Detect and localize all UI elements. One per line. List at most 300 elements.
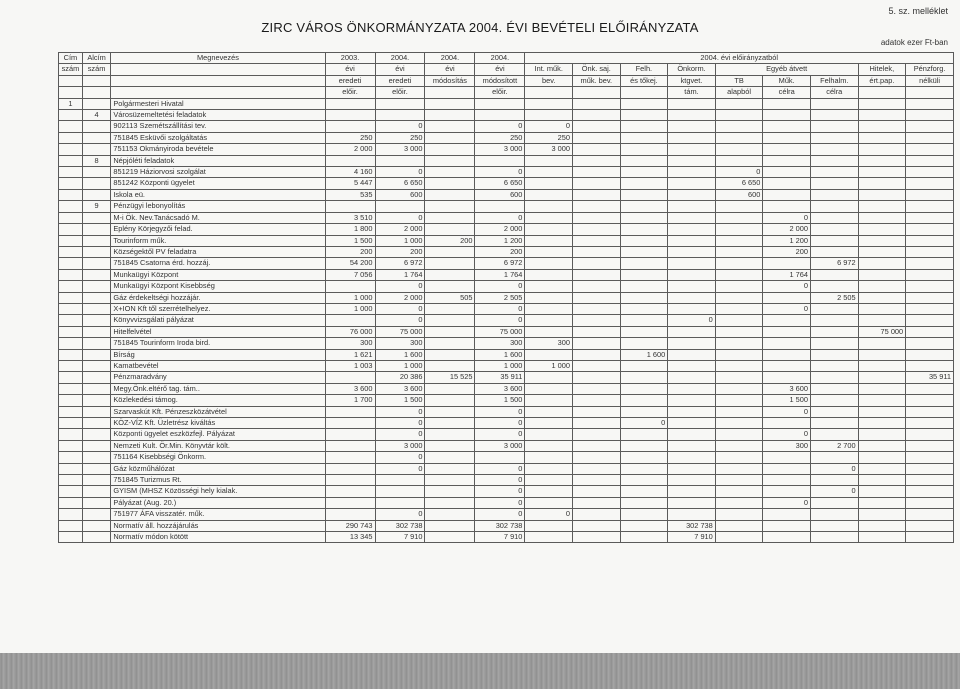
table-cell [715, 212, 763, 223]
table-cell [325, 315, 375, 326]
table-cell [906, 349, 954, 360]
budget-table [58, 52, 954, 543]
annex-label: 5. sz. melléklet [888, 6, 948, 16]
table-cell [858, 486, 906, 497]
table-cell [59, 132, 83, 143]
table-cell [810, 224, 858, 235]
table-cell [763, 452, 811, 463]
table-cell [668, 440, 716, 451]
header-cell [858, 87, 906, 98]
table-cell [620, 303, 668, 314]
header-cell: szám [59, 64, 83, 75]
table-cell [82, 121, 111, 132]
table-cell [525, 440, 573, 451]
table-cell: 1 764 [375, 269, 425, 280]
table-row [59, 281, 954, 292]
header-cell: előir. [375, 87, 425, 98]
table-cell: 1 500 [475, 395, 525, 406]
row-label-cell: Kamatbevétel [111, 360, 325, 371]
row-label-cell: 751845 Esküvői szolgáltatás [111, 132, 325, 143]
table-cell [525, 269, 573, 280]
table-cell [59, 338, 83, 349]
table-row [59, 520, 954, 531]
header-cell: Felhalm. [810, 75, 858, 86]
table-cell: 200 [475, 246, 525, 257]
table-cell [620, 281, 668, 292]
table-cell: 3 600 [763, 383, 811, 394]
table-cell: 4 160 [325, 167, 375, 178]
table-cell [906, 429, 954, 440]
table-cell [668, 155, 716, 166]
table-cell [906, 509, 954, 520]
table-cell [715, 132, 763, 143]
table-cell [82, 475, 111, 486]
table-cell [715, 497, 763, 508]
table-cell [82, 338, 111, 349]
table-cell: 0 [763, 429, 811, 440]
table-cell: 302 738 [375, 520, 425, 531]
table-cell [82, 395, 111, 406]
table-cell: 250 [525, 132, 573, 143]
table-cell [715, 440, 763, 451]
header-cell: évi [325, 64, 375, 75]
table-cell [763, 292, 811, 303]
header-cell [59, 87, 83, 98]
table-row [59, 98, 954, 109]
table-cell: 75 000 [375, 326, 425, 337]
table-cell [858, 201, 906, 212]
table-cell [82, 429, 111, 440]
table-cell: 0 [810, 486, 858, 497]
header-cell: 2004. [425, 53, 475, 64]
table-cell [620, 452, 668, 463]
table-cell [763, 178, 811, 189]
table-cell: 1 500 [375, 395, 425, 406]
table-row [59, 429, 954, 440]
table-cell [59, 349, 83, 360]
row-label-cell: Községektől PV feladatra [111, 246, 325, 257]
table-cell: 54 200 [325, 258, 375, 269]
row-label-cell: Szarvaskút Kft. Pénzeszközátvétel [111, 406, 325, 417]
table-cell [715, 326, 763, 337]
table-cell [668, 372, 716, 383]
table-cell: 505 [425, 292, 475, 303]
table-cell [59, 497, 83, 508]
table-cell [906, 121, 954, 132]
table-cell [906, 315, 954, 326]
table-cell: 250 [375, 132, 425, 143]
table-cell [525, 110, 573, 121]
table-cell [906, 235, 954, 246]
table-cell [525, 235, 573, 246]
table-cell [668, 349, 716, 360]
table-cell [810, 98, 858, 109]
header-cell [111, 64, 325, 75]
table-cell [858, 509, 906, 520]
table-cell [573, 110, 621, 121]
table-cell [763, 98, 811, 109]
table-cell [375, 497, 425, 508]
table-cell [525, 372, 573, 383]
table-cell [906, 258, 954, 269]
table-cell [810, 269, 858, 280]
table-cell [620, 121, 668, 132]
table-cell [668, 395, 716, 406]
table-cell [906, 497, 954, 508]
header-row-2 [59, 64, 954, 75]
table-cell [573, 372, 621, 383]
table-row [59, 155, 954, 166]
table-cell: 0 [475, 406, 525, 417]
table-cell: 0 [475, 281, 525, 292]
table-cell: 1 500 [325, 235, 375, 246]
table-cell [573, 349, 621, 360]
table-cell [573, 452, 621, 463]
table-cell [810, 429, 858, 440]
table-cell [573, 440, 621, 451]
table-cell [525, 178, 573, 189]
table-cell [475, 110, 525, 121]
table-cell [375, 201, 425, 212]
table-cell [525, 418, 573, 429]
table-cell: 0 [763, 303, 811, 314]
table-cell [59, 110, 83, 121]
table-cell: 200 [763, 246, 811, 257]
table-cell [82, 532, 111, 543]
header-cell: előir. [325, 87, 375, 98]
table-cell [425, 178, 475, 189]
table-cell [525, 349, 573, 360]
table-cell: 1 800 [325, 224, 375, 235]
table-cell [810, 167, 858, 178]
table-cell [620, 178, 668, 189]
header-row-3 [59, 75, 954, 86]
table-cell [620, 326, 668, 337]
header-cell: 2004. [375, 53, 425, 64]
table-cell [620, 167, 668, 178]
table-cell: 76 000 [325, 326, 375, 337]
table-cell [858, 532, 906, 543]
table-cell [810, 212, 858, 223]
header-cell: Műk. [763, 75, 811, 86]
table-cell [715, 338, 763, 349]
table-cell [82, 144, 111, 155]
table-cell: 0 [763, 212, 811, 223]
table-cell [906, 486, 954, 497]
table-cell [668, 383, 716, 394]
table-cell [573, 509, 621, 520]
table-cell [810, 360, 858, 371]
table-row [59, 497, 954, 508]
table-cell: 6 972 [475, 258, 525, 269]
table-cell: 0 [475, 509, 525, 520]
table-row [59, 463, 954, 474]
table-cell: 0 [620, 418, 668, 429]
table-cell [82, 497, 111, 508]
table-cell: 0 [375, 281, 425, 292]
table-cell [573, 520, 621, 531]
table-cell [668, 189, 716, 200]
table-cell [858, 167, 906, 178]
table-cell [858, 418, 906, 429]
table-row [59, 372, 954, 383]
header-cell: évi [475, 64, 525, 75]
table-cell [525, 532, 573, 543]
row-label-cell: Pályázat (Aug. 20.) [111, 497, 325, 508]
row-label-cell: Könyvvizsgálati pályázat [111, 315, 325, 326]
table-cell [425, 315, 475, 326]
table-cell [82, 98, 111, 109]
table-cell: 0 [810, 463, 858, 474]
row-label-cell: 751153 Okmányiroda bevétele [111, 144, 325, 155]
table-cell [906, 292, 954, 303]
row-label-cell: 851242 Központi ügyelet [111, 178, 325, 189]
table-cell [325, 486, 375, 497]
table-cell: 600 [375, 189, 425, 200]
table-cell: 300 [475, 338, 525, 349]
table-cell: 1 764 [763, 269, 811, 280]
table-cell [715, 224, 763, 235]
table-cell [858, 189, 906, 200]
table-cell [763, 360, 811, 371]
table-cell [858, 440, 906, 451]
table-cell [810, 338, 858, 349]
row-label-cell: Gáz közműhálózat [111, 463, 325, 474]
table-cell: 8 [82, 155, 111, 166]
table-row [59, 212, 954, 223]
table-cell: 2 000 [375, 292, 425, 303]
table-cell [573, 258, 621, 269]
table-cell [425, 383, 475, 394]
table-cell: 2 505 [810, 292, 858, 303]
table-cell [715, 429, 763, 440]
header-cell: Hitelek, [858, 64, 906, 75]
table-cell [573, 212, 621, 223]
table-cell [425, 349, 475, 360]
table-cell [715, 258, 763, 269]
table-cell [858, 121, 906, 132]
table-cell: 1 621 [325, 349, 375, 360]
table-cell: 3 600 [475, 383, 525, 394]
table-cell [858, 395, 906, 406]
table-cell [668, 475, 716, 486]
table-row [59, 167, 954, 178]
table-cell [525, 246, 573, 257]
table-row [59, 418, 954, 429]
table-cell: 600 [715, 189, 763, 200]
table-cell [82, 235, 111, 246]
table-cell [715, 475, 763, 486]
table-body [59, 98, 954, 543]
table-cell [858, 292, 906, 303]
row-label-cell: Munkaügyi Központ Kisebbség [111, 281, 325, 292]
table-row [59, 360, 954, 371]
table-cell [82, 269, 111, 280]
table-cell [425, 338, 475, 349]
row-label-cell: 751164 Kisebbségi Önkorm. [111, 452, 325, 463]
table-cell: 0 [475, 121, 525, 132]
table-cell [82, 418, 111, 429]
table-row [59, 224, 954, 235]
table-cell [525, 201, 573, 212]
table-cell: 1 000 [525, 360, 573, 371]
table-cell [620, 497, 668, 508]
table-cell [715, 509, 763, 520]
table-cell: 6 972 [810, 258, 858, 269]
table-cell [858, 269, 906, 280]
header-cell: tám. [668, 87, 716, 98]
row-label-cell: Népjóléti feladatok [111, 155, 325, 166]
table-cell [59, 315, 83, 326]
table-header [59, 53, 954, 99]
header-cell [82, 75, 111, 86]
table-cell: 4 [82, 110, 111, 121]
table-cell: 290 743 [325, 520, 375, 531]
table-cell [906, 178, 954, 189]
table-cell [715, 269, 763, 280]
table-cell [82, 258, 111, 269]
table-cell [715, 155, 763, 166]
header-cell: évi [375, 64, 425, 75]
table-cell [620, 246, 668, 257]
table-cell [425, 395, 475, 406]
table-cell: 302 738 [668, 520, 716, 531]
table-cell [668, 246, 716, 257]
page-title: ZIRC VÁROS ÖNKORMÁNYZATA 2004. ÉVI BEVÉTELI ELŐIRÁNYZATA [261, 20, 699, 35]
table-cell [763, 121, 811, 132]
table-cell [573, 132, 621, 143]
table-cell: 7 910 [475, 532, 525, 543]
table-cell [425, 303, 475, 314]
table-cell: 3 000 [475, 440, 525, 451]
table-cell [620, 155, 668, 166]
table-cell [620, 235, 668, 246]
table-cell [82, 326, 111, 337]
table-cell [620, 532, 668, 543]
table-cell [906, 281, 954, 292]
table-cell [59, 532, 83, 543]
table-cell [858, 281, 906, 292]
header-cell [573, 87, 621, 98]
table-cell [573, 475, 621, 486]
table-row [59, 189, 954, 200]
table-cell [763, 201, 811, 212]
table-cell [425, 212, 475, 223]
table-cell: 0 [375, 509, 425, 520]
table-cell [325, 509, 375, 520]
table-cell [573, 429, 621, 440]
table-cell: 5 447 [325, 178, 375, 189]
header-cell: TB [715, 75, 763, 86]
table-cell [906, 98, 954, 109]
row-label-cell: 751845 Tourinform Iroda bird. [111, 338, 325, 349]
table-cell [82, 224, 111, 235]
table-cell [620, 463, 668, 474]
table-cell [425, 463, 475, 474]
table-cell [425, 155, 475, 166]
table-cell [715, 360, 763, 371]
table-cell: 200 [425, 235, 475, 246]
header-group-cell: 2004. évi előirányzatból [525, 53, 954, 64]
row-label-cell: Tourinform műk. [111, 235, 325, 246]
table-cell: 35 911 [906, 372, 954, 383]
table-cell [858, 110, 906, 121]
table-cell [59, 463, 83, 474]
table-cell [525, 475, 573, 486]
table-cell: 0 [375, 418, 425, 429]
table-cell [715, 121, 763, 132]
table-cell: 1 700 [325, 395, 375, 406]
table-cell [715, 463, 763, 474]
table-cell: 300 [763, 440, 811, 451]
table-cell: 20 386 [375, 372, 425, 383]
table-cell [858, 497, 906, 508]
table-cell [620, 132, 668, 143]
table-cell [59, 292, 83, 303]
table-row [59, 440, 954, 451]
header-cell [59, 75, 83, 86]
table-cell [425, 167, 475, 178]
table-cell [82, 486, 111, 497]
table-cell [425, 132, 475, 143]
table-cell [59, 372, 83, 383]
table-cell [375, 110, 425, 121]
header-cell: módosítás [425, 75, 475, 86]
header-cell: Megnevezés [111, 53, 325, 64]
table-cell [668, 463, 716, 474]
table-cell: 2 000 [325, 144, 375, 155]
table-cell: 0 [375, 212, 425, 223]
table-cell [82, 167, 111, 178]
table-cell [82, 452, 111, 463]
table-cell [715, 395, 763, 406]
row-label-cell: Hitelfelvétel [111, 326, 325, 337]
header-cell [906, 87, 954, 98]
table-cell [858, 98, 906, 109]
table-cell [858, 338, 906, 349]
row-label-cell: GYISM (MHSZ Közösségi hely kialak. [111, 486, 325, 497]
row-label-cell: Városüzemeltetési feladatok [111, 110, 325, 121]
table-cell: 0 [475, 463, 525, 474]
table-cell [59, 246, 83, 257]
row-label-cell: 751977 ÁFA visszatér. műk. [111, 509, 325, 520]
table-cell [858, 372, 906, 383]
table-cell: 6 972 [375, 258, 425, 269]
table-cell [906, 155, 954, 166]
table-cell [810, 303, 858, 314]
table-cell: 13 345 [325, 532, 375, 543]
table-cell [325, 475, 375, 486]
table-cell [573, 269, 621, 280]
table-cell [763, 532, 811, 543]
table-cell: 2 505 [475, 292, 525, 303]
row-label-cell: Pénzügyi lebonyolítás [111, 201, 325, 212]
table-cell: 3 000 [375, 144, 425, 155]
table-cell [668, 509, 716, 520]
table-cell [525, 167, 573, 178]
table-cell [620, 360, 668, 371]
table-cell [573, 292, 621, 303]
table-cell [475, 452, 525, 463]
table-cell [668, 224, 716, 235]
table-cell [59, 201, 83, 212]
header-cell [525, 87, 573, 98]
header-cell: és tőkej. [620, 75, 668, 86]
table-cell [858, 224, 906, 235]
table-cell: 3 000 [475, 144, 525, 155]
scan-footer-band [0, 653, 960, 689]
table-cell [375, 98, 425, 109]
